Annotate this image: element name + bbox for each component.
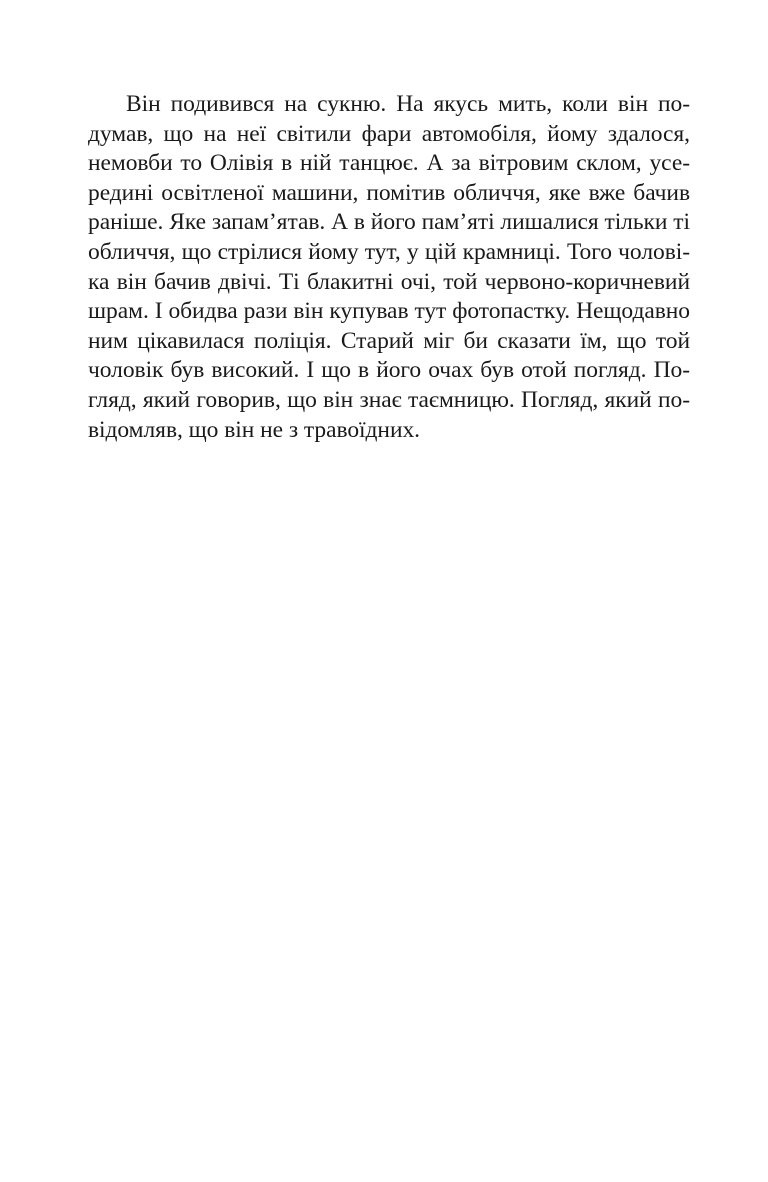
- paragraph-line: гляд, який говорив, що він знає таємницю. Погляд, який по-: [88, 386, 690, 413]
- paragraph-line: ним цікавилася поліція. Старий міг би сказати їм, що той: [88, 327, 690, 354]
- body-paragraph: [88, 90, 690, 445]
- paragraph-line: шрам. І обидва рази він купував тут фотопастку. Нещодавно: [88, 298, 690, 325]
- paragraph-line: думав, що на неї світили фари автомобіля, йому здалося,: [88, 120, 690, 147]
- paragraph-line: чоловік був високий. І що в його очах був отой погляд. По-: [88, 357, 690, 384]
- paragraph-line: раніше. Яке запам’ятав. А в його пам’яті лишалися тільки ті: [88, 209, 690, 236]
- paragraph-line: ка він бачив двічі. Ті блакитні очі, той червоно-коричневий: [88, 268, 690, 295]
- paragraph-line: відомляв, що він не з травоїдних.: [88, 416, 421, 443]
- paragraph-line: обличчя, що стрілися йому тут, у цій крамниці. Того чолові-: [88, 238, 690, 265]
- paragraph-line: редині освітленої машини, помітив обличчя, яке вже бачив: [88, 179, 690, 206]
- paragraph-line: немовби то Олівія в ній танцює. А за вітровим склом, усе-: [88, 150, 690, 177]
- paragraph-line: Він подивився на сукню. На якусь мить, коли він по-: [126, 91, 690, 117]
